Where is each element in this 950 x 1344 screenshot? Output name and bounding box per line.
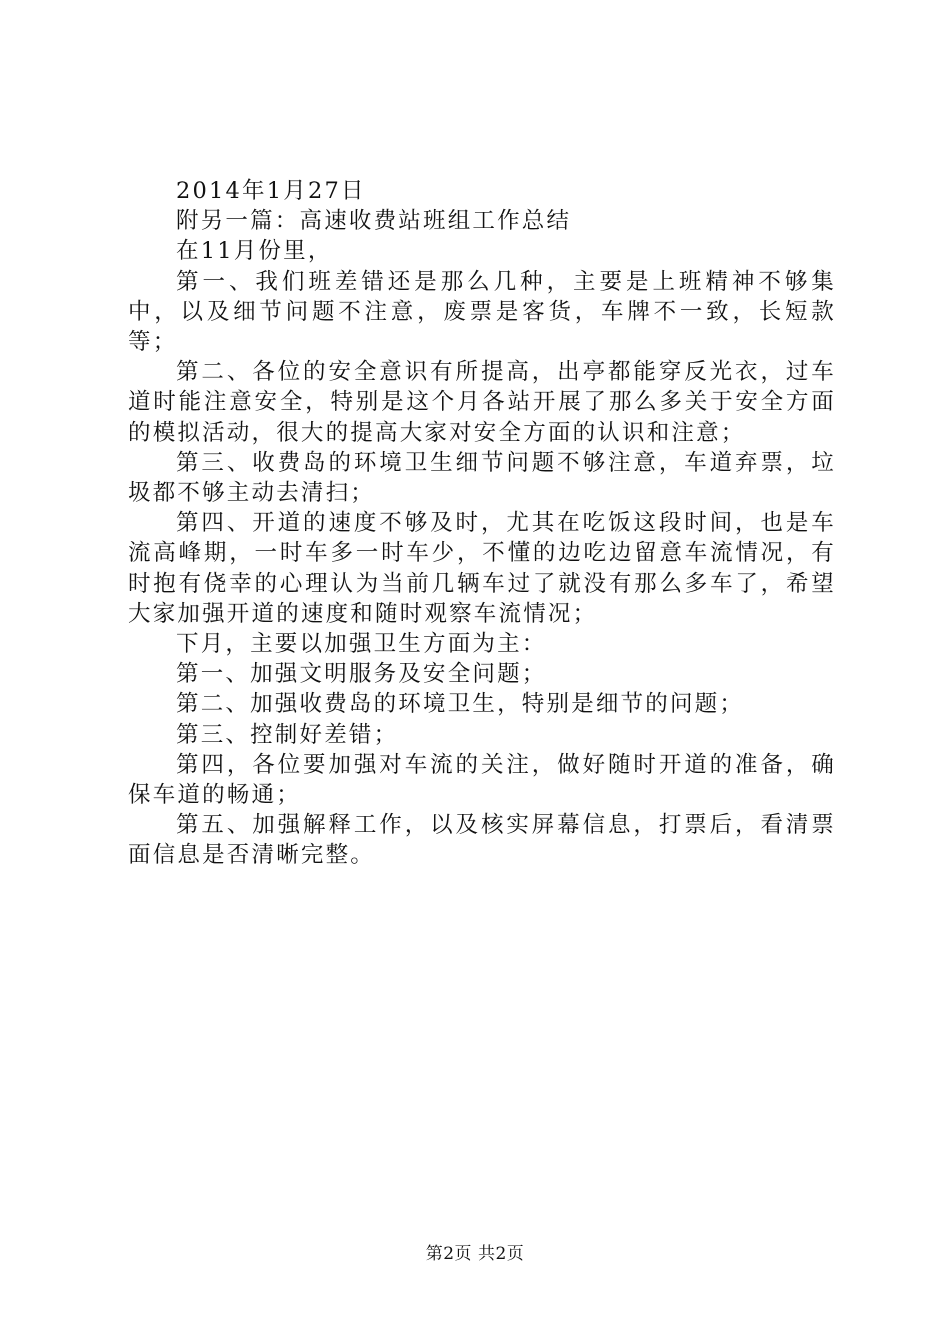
plan-three-paragraph: 第三、控制好差错； [176,721,399,748]
plan-five-paragraph: 第五、加强解释工作，以及核实屏幕信息，打票后，看清票面信息是否清晰完整。 [128,812,836,869]
document-body [128,176,836,871]
point-one-paragraph: 第一、我们班差错还是那么几种，主要是上班精神不够集中，以及细节问题不注意，废票是客货，车牌不一致，长短款等； [128,268,836,356]
next-month-heading: 下月，主要以加强卫生方面为主： [176,631,547,658]
date-line: 2014年1月27日 [176,178,366,204]
point-four-paragraph: 第四、开道的速度不够及时，尤其在吃饭这段时间，也是车流高峰期，一时车多一时车少，不懂的边吃边留意车流情况，有时抱有侥幸的心理认为当前几辆车过了就没有那么多车了，希望大家加强开道的速度和随时观察车流情况； [128,510,836,627]
appendix-title: 附另一篇：高速收费站班组工作总结 [176,208,572,235]
point-three-paragraph: 第三、收费岛的环境卫生细节问题不够注意，车道弃票，垃圾都不够主动去清扫； [128,449,836,507]
intro-paragraph: 在11月份里， [176,238,333,265]
page-number-footer: 第2页 共2页 [425,1244,525,1264]
plan-four-paragraph: 第四，各位要加强对车流的关注，做好随时开道的准备，确保车道的畅通； [128,751,836,809]
plan-one-paragraph: 第一、加强文明服务及安全问题； [176,661,547,688]
plan-two-paragraph: 第二、加强收费岛的环境卫生，特别是细节的问题； [176,691,745,718]
point-two-paragraph: 第二、各位的安全意识有所提高，出亭都能穿反光衣，过车道时能注意安全，特别是这个月各站开展了那么多关于安全方面的模拟活动，很大的提高大家对安全方面的认识和注意； [128,359,836,446]
